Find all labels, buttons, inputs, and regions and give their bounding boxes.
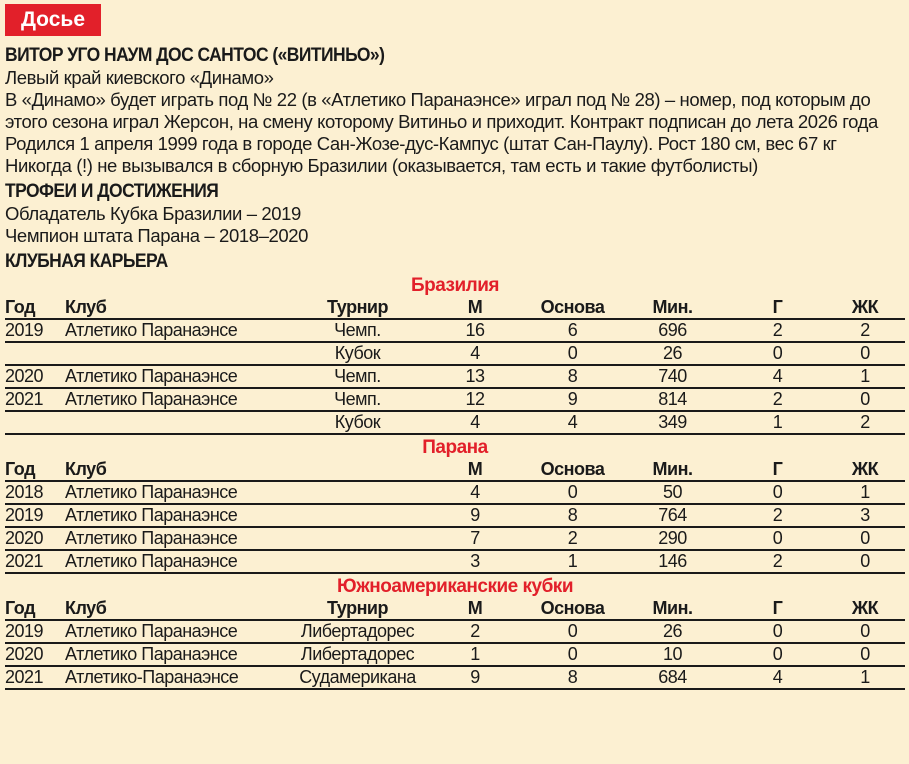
player-name: ВИТОР УГО НАУМ ДОС САНТОС («ВИТИНЬО») — [5, 45, 385, 66]
career-table — [5, 459, 905, 574]
table-cell: Чемп. — [295, 319, 420, 342]
table-cell: 0 — [825, 527, 905, 550]
column-header: ЖК — [825, 297, 905, 319]
table-cell: 8 — [530, 666, 615, 689]
table-cell: 2020 — [5, 527, 65, 550]
table-cell — [65, 342, 295, 365]
table-cell: Судамерикана — [295, 666, 420, 689]
table-row — [5, 550, 905, 573]
column-header: Мин. — [615, 598, 730, 620]
table-cell: 9 — [420, 504, 530, 527]
table-row — [5, 643, 905, 666]
table-cell: 2 — [730, 388, 825, 411]
table-cell: 764 — [615, 504, 730, 527]
table-cell: 740 — [615, 365, 730, 388]
table-cell — [295, 481, 420, 504]
table-cell: 26 — [615, 620, 730, 643]
table-row — [5, 388, 905, 411]
career-table — [5, 297, 905, 435]
table-row — [5, 620, 905, 643]
table-row — [5, 504, 905, 527]
table-cell: Атлетико Паранаэнсе — [65, 481, 295, 504]
table-cell: Чемп. — [295, 388, 420, 411]
column-header: Основа — [530, 598, 615, 620]
table-cell: 0 — [730, 527, 825, 550]
column-header: М — [420, 459, 530, 481]
table-cell: 2020 — [5, 365, 65, 388]
table-row — [5, 365, 905, 388]
table-cell: 12 — [420, 388, 530, 411]
table-cell: 3 — [825, 504, 905, 527]
table-cell: Атлетико Паранаэнсе — [65, 365, 295, 388]
table-row — [5, 527, 905, 550]
table-cell: 2018 — [5, 481, 65, 504]
column-header: Г — [730, 598, 825, 620]
column-header: Клуб — [65, 297, 295, 319]
table-row — [5, 411, 905, 434]
table-cell: 0 — [530, 643, 615, 666]
table-cell: 7 — [420, 527, 530, 550]
table-cell: Атлетико Паранаэнсе — [65, 388, 295, 411]
table-cell: 0 — [730, 481, 825, 504]
column-header: М — [420, 598, 530, 620]
table-cell: 0 — [530, 620, 615, 643]
table-cell — [295, 527, 420, 550]
table-cell: 0 — [825, 643, 905, 666]
table-cell: 0 — [530, 481, 615, 504]
table-cell: 4 — [730, 666, 825, 689]
table-cell: 2020 — [5, 643, 65, 666]
trophies-heading: ТРОФЕИ И ДОСТИЖЕНИЯ — [5, 181, 219, 202]
table-header-row — [5, 598, 905, 620]
column-header: Клуб — [65, 459, 295, 481]
table-cell: 16 — [420, 319, 530, 342]
table-cell: Либертадорес — [295, 620, 420, 643]
column-header: Год — [5, 598, 65, 620]
table-cell: 4 — [420, 411, 530, 434]
career-heading: КЛУБНАЯ КАРЬЕРА — [5, 251, 168, 272]
table-cell: Атлетико-Паранаэнсе — [65, 666, 295, 689]
column-header: Основа — [530, 459, 615, 481]
table-cell: 0 — [730, 342, 825, 365]
table-cell — [65, 411, 295, 434]
table-cell: 1 — [530, 550, 615, 573]
table-cell: 2 — [825, 411, 905, 434]
table-row — [5, 342, 905, 365]
table-cell: 1 — [825, 666, 905, 689]
table-cell — [5, 342, 65, 365]
trophy-item: Чемпион штата Парана – 2018–2020 — [5, 225, 309, 246]
table-cell: Чемп. — [295, 365, 420, 388]
table-cell: 814 — [615, 388, 730, 411]
table-cell: 2019 — [5, 620, 65, 643]
table-cell: 1 — [825, 481, 905, 504]
column-header: Год — [5, 297, 65, 319]
table-cell: 2021 — [5, 388, 65, 411]
table-cell: 1 — [825, 365, 905, 388]
table-cell: 2 — [530, 527, 615, 550]
bio-line: В «Динамо» будет играть под № 22 (в «Атлетико Паранаэнсе» играл под № 28) – номер, под которым до этого сезона играл Жерсон, на смену которому Витиньо и приходит. Контракт подписан до лета 2026 года — [5, 89, 878, 132]
table-cell: 2 — [730, 550, 825, 573]
column-header: Основа — [530, 297, 615, 319]
career-table-title: Парана — [422, 437, 488, 458]
table-cell: 2 — [420, 620, 530, 643]
table-cell: 9 — [530, 388, 615, 411]
table-cell: 2 — [730, 504, 825, 527]
column-header: Турнир — [295, 598, 420, 620]
table-row — [5, 481, 905, 504]
table-cell: 349 — [615, 411, 730, 434]
table-cell: 0 — [825, 342, 905, 365]
table-cell: Атлетико Паранаэнсе — [65, 527, 295, 550]
table-cell: 50 — [615, 481, 730, 504]
table-cell: 1 — [420, 643, 530, 666]
table-cell: Кубок — [295, 342, 420, 365]
table-header-row — [5, 459, 905, 481]
career-tables — [5, 275, 905, 690]
table-cell: 4 — [730, 365, 825, 388]
table-cell: Атлетико Паранаэнсе — [65, 620, 295, 643]
dossier-tag: Досье — [5, 4, 101, 36]
table-cell — [5, 411, 65, 434]
table-cell: 13 — [420, 365, 530, 388]
table-cell: 2 — [825, 319, 905, 342]
column-header: ЖК — [825, 459, 905, 481]
bio-line: Никогда (!) не вызывался в сборную Бразилии (оказывается, там есть и такие футболисты) — [5, 155, 758, 176]
table-cell: 4 — [420, 481, 530, 504]
table-cell: 684 — [615, 666, 730, 689]
column-header: Г — [730, 459, 825, 481]
table-cell: 10 — [615, 643, 730, 666]
table-cell: 0 — [730, 620, 825, 643]
table-cell: Либертадорес — [295, 643, 420, 666]
table-cell: 0 — [825, 388, 905, 411]
bio-line: Родился 1 апреля 1999 года в городе Сан-Жозе-дус-Кампус (штат Сан-Паулу). Рост 180 см, вес 67 кг — [5, 133, 837, 154]
table-cell — [295, 504, 420, 527]
table-cell: 1 — [730, 411, 825, 434]
table-cell: 2021 — [5, 550, 65, 573]
table-cell: 4 — [420, 342, 530, 365]
table-cell: 9 — [420, 666, 530, 689]
table-cell: 3 — [420, 550, 530, 573]
column-header — [295, 459, 420, 481]
table-cell: 6 — [530, 319, 615, 342]
column-header: ЖК — [825, 598, 905, 620]
column-header: Турнир — [295, 297, 420, 319]
table-row — [5, 319, 905, 342]
column-header: Мин. — [615, 459, 730, 481]
bio-line: Левый край киевского «Динамо» — [5, 67, 274, 88]
table-cell: 2019 — [5, 504, 65, 527]
table-cell: 2019 — [5, 319, 65, 342]
table-cell: 0 — [730, 643, 825, 666]
table-cell: 0 — [825, 620, 905, 643]
table-cell: 696 — [615, 319, 730, 342]
table-cell: Атлетико Паранаэнсе — [65, 504, 295, 527]
table-cell: Атлетико Паранаэнсе — [65, 319, 295, 342]
column-header: Г — [730, 297, 825, 319]
table-cell: 146 — [615, 550, 730, 573]
table-cell: 2 — [730, 319, 825, 342]
column-header: Клуб — [65, 598, 295, 620]
table-cell: 26 — [615, 342, 730, 365]
trophy-item: Обладатель Кубка Бразилии – 2019 — [5, 203, 301, 224]
table-cell: 8 — [530, 504, 615, 527]
table-cell: Атлетико Паранаэнсе — [65, 550, 295, 573]
career-table — [5, 598, 905, 690]
table-cell: Атлетико Паранаэнсе — [65, 643, 295, 666]
dossier-content — [5, 44, 905, 690]
column-header: М — [420, 297, 530, 319]
table-cell — [295, 550, 420, 573]
table-cell: 4 — [530, 411, 615, 434]
table-cell: 0 — [530, 342, 615, 365]
career-table-title: Бразилия — [410, 275, 500, 296]
table-cell: Кубок — [295, 411, 420, 434]
table-header-row — [5, 297, 905, 319]
column-header: Год — [5, 459, 65, 481]
table-cell: 2021 — [5, 666, 65, 689]
table-cell: 0 — [825, 550, 905, 573]
table-row — [5, 666, 905, 689]
table-cell: 290 — [615, 527, 730, 550]
column-header: Мин. — [615, 297, 730, 319]
career-table-title: Южноамериканские кубки — [336, 576, 573, 597]
table-cell: 8 — [530, 365, 615, 388]
